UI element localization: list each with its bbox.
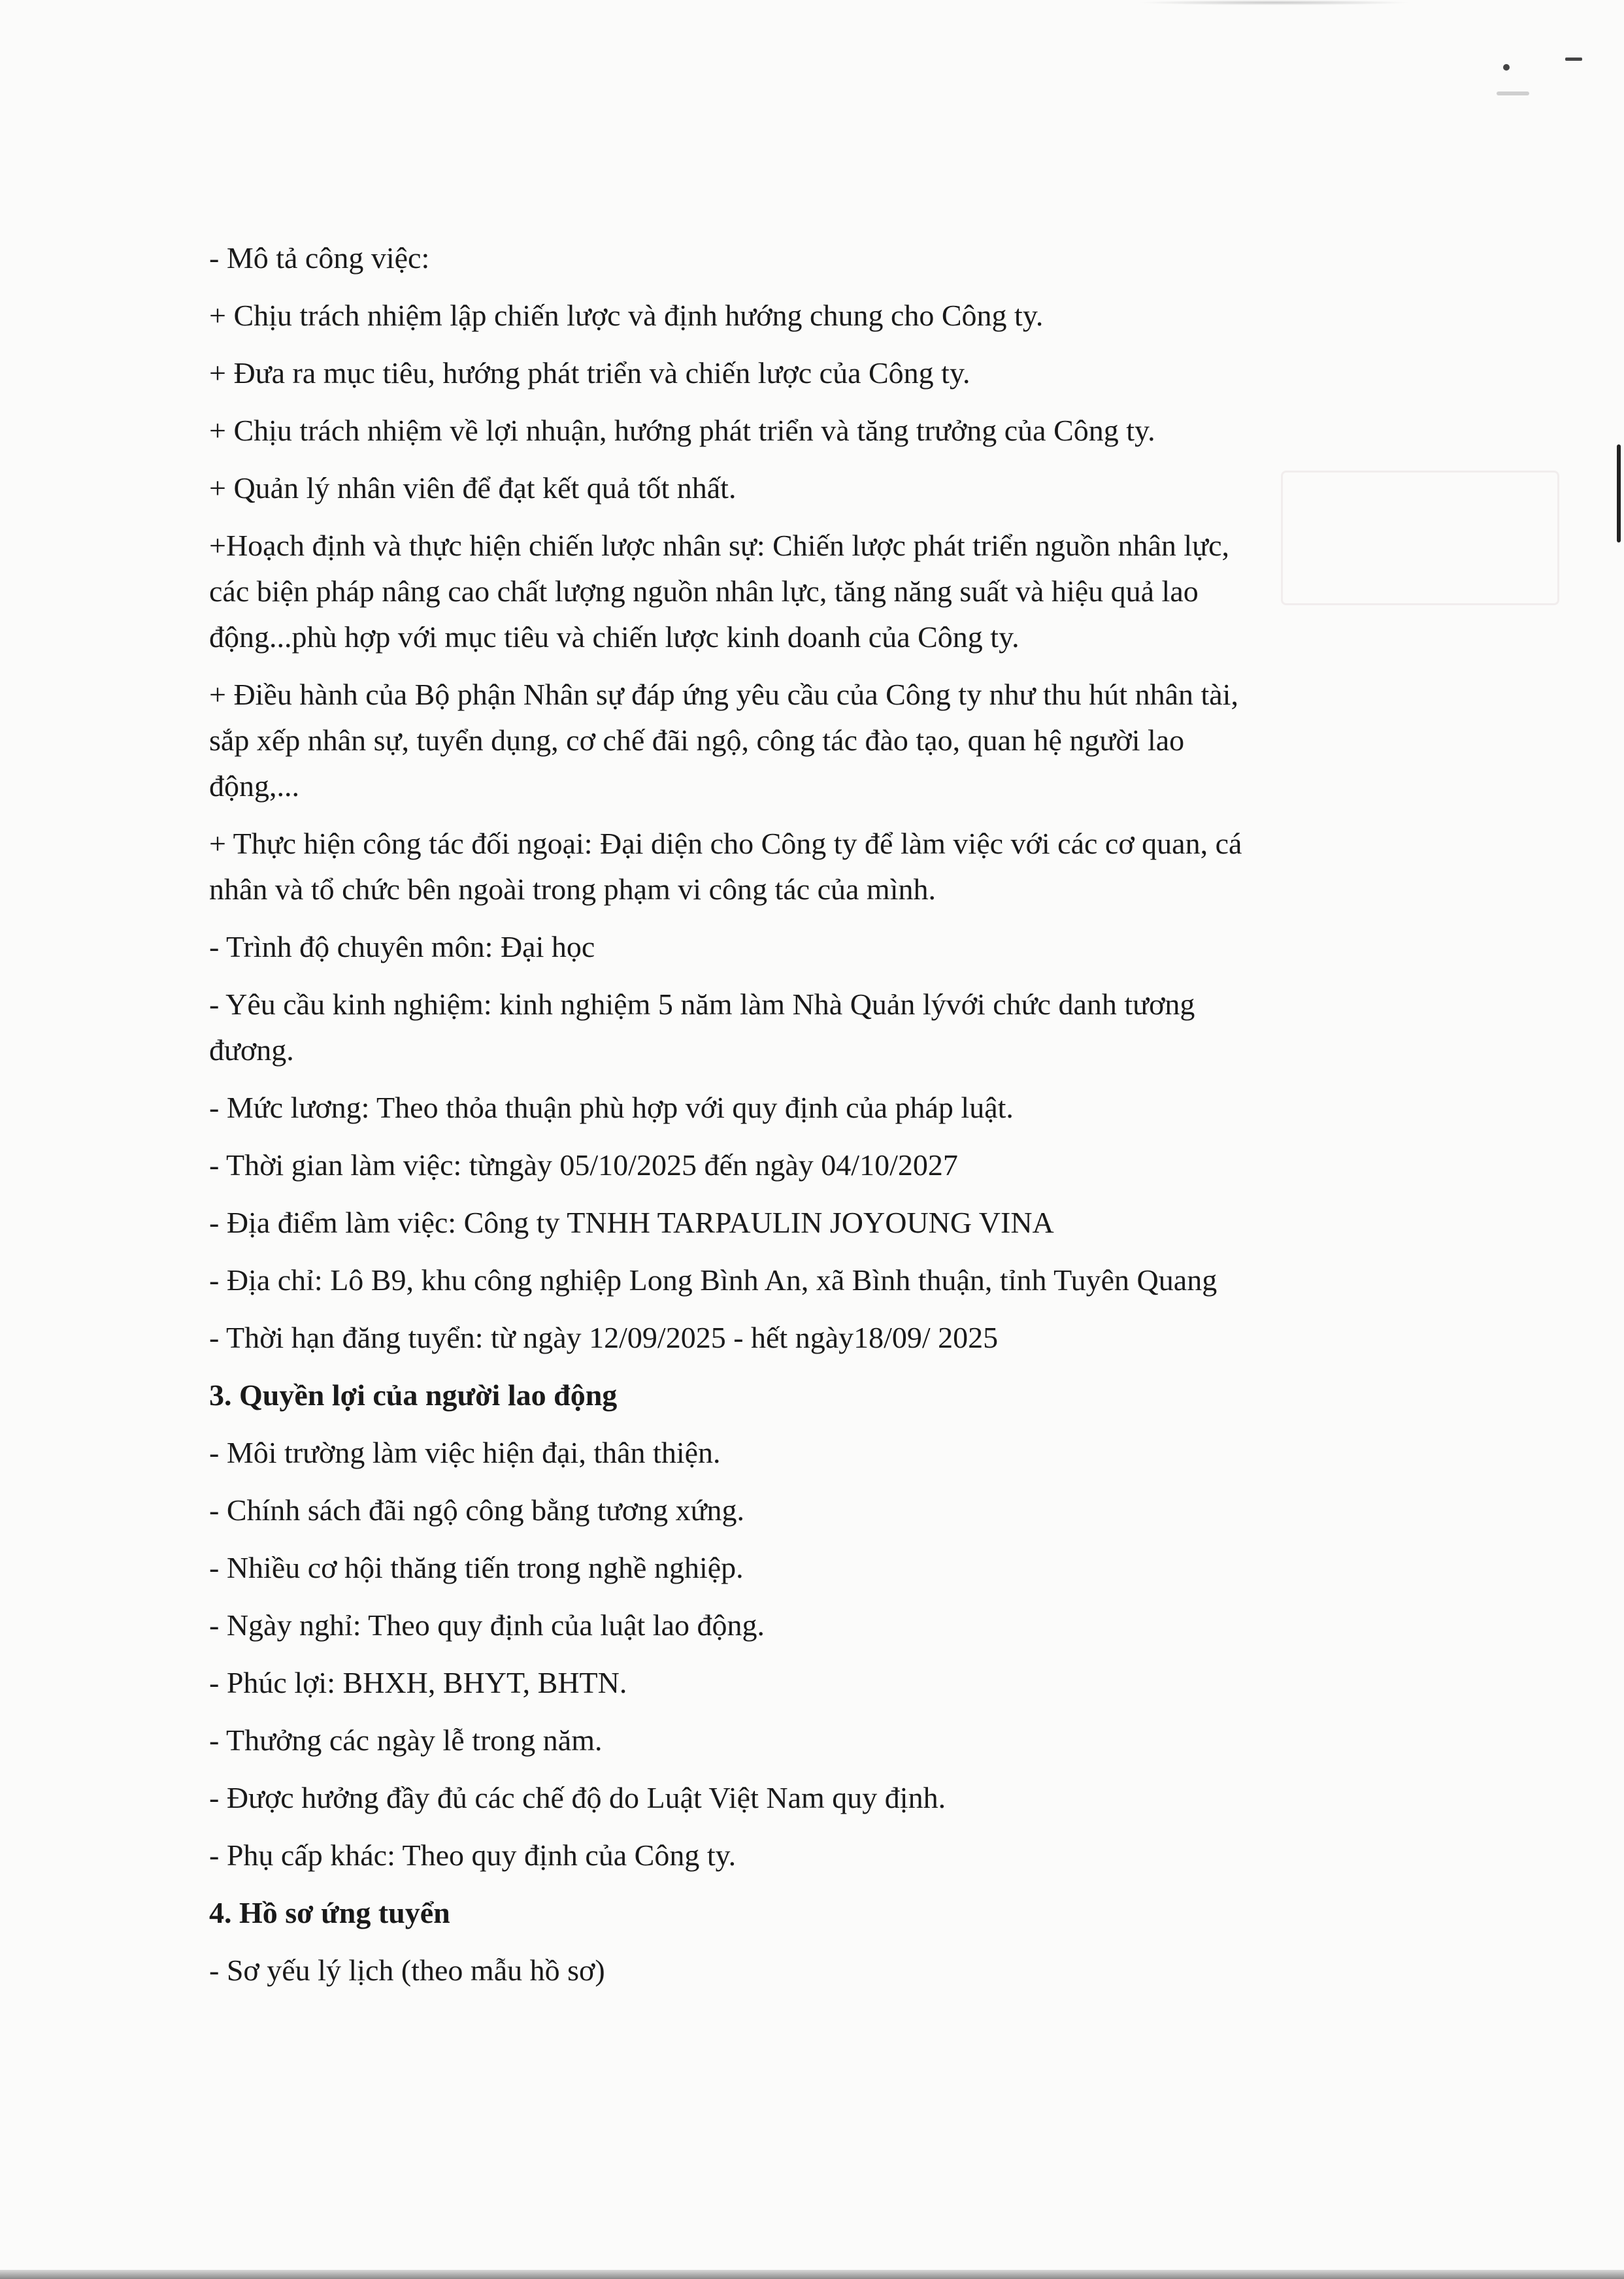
experience-line-1: - Yêu cầu kinh nghiệm: kinh nghiệm 5 năm làm Nhà Quản lývới chức danh tương bbox=[209, 988, 1195, 1021]
job-duty-4: + Quản lý nhân viên để đạt kết quả tốt nhất. bbox=[209, 471, 737, 505]
scan-bottom-edge bbox=[0, 2270, 1624, 2279]
hr-planning-line-3: động...phù hợp với mục tiêu và chiến lược kinh doanh của Công ty. bbox=[209, 620, 1019, 654]
hr-management-line-2: sắp xếp nhân sự, tuyển dụng, cơ chế đãi ngộ, công tác đào tạo, quan hệ người lao bbox=[209, 724, 1185, 757]
external-affairs-paragraph bbox=[209, 821, 1503, 912]
experience-paragraph bbox=[209, 982, 1503, 1073]
scan-edge-mark bbox=[1617, 444, 1621, 542]
benefit-item: - Phụ cấp khác: Theo quy định của Công ty. bbox=[209, 1838, 737, 1872]
job-duty-1: + Chịu trách nhiệm lập chiến lược và định hướng chung cho Công ty. bbox=[209, 299, 1044, 332]
job-duty-3: + Chịu trách nhiệm về lợi nhuận, hướng phát triển và tăng trưởng của Công ty. bbox=[209, 414, 1155, 447]
benefit-item: - Nhiều cơ hội thăng tiến trong nghề nghiệp. bbox=[209, 1551, 744, 1584]
address: - Địa chỉ: Lô B9, khu công nghiệp Long Bình An, xã Bình thuận, tỉnh Tuyên Quang bbox=[209, 1263, 1218, 1297]
hr-management-line-3: động,... bbox=[209, 769, 299, 803]
benefit-item: - Được hưởng đầy đủ các chế độ do Luật Việt Nam quy định. bbox=[209, 1781, 946, 1814]
experience-line-2: đương. bbox=[209, 1033, 294, 1067]
scan-shadow bbox=[1137, 0, 1412, 5]
benefit-item: - Môi trường làm việc hiện đại, thân thiện. bbox=[209, 1436, 721, 1469]
job-duty-2: + Đưa ra mục tiêu, hướng phát triển và chiến lược của Công ty. bbox=[209, 356, 970, 390]
document-body bbox=[209, 235, 1503, 1993]
external-affairs-line-1: + Thực hiện công tác đối ngoại: Đại diện cho Công ty để làm việc với các cơ quan, cá bbox=[209, 827, 1242, 860]
external-affairs-line-2: nhân và tổ chức bên ngoài trong phạm vi công tác của mình. bbox=[209, 873, 936, 906]
working-time: - Thời gian làm việc: từngày 05/10/2025 đến ngày 04/10/2027 bbox=[209, 1148, 958, 1182]
benefit-item: - Ngày nghỉ: Theo quy định của luật lao động. bbox=[209, 1608, 765, 1642]
hr-management-line-1: + Điều hành của Bộ phận Nhân sự đáp ứng yêu cầu của Công ty như thu hút nhân tài, bbox=[209, 678, 1238, 711]
hr-planning-line-1: +Hoạch định và thực hiện chiến lược nhân sự: Chiến lược phát triển nguồn nhân lực, bbox=[209, 529, 1229, 562]
application-heading: 4. Hồ sơ ứng tuyển bbox=[209, 1896, 450, 1929]
qualification: - Trình độ chuyên môn: Đại học bbox=[209, 930, 595, 963]
benefit-item: - Thưởng các ngày lễ trong năm. bbox=[209, 1723, 603, 1757]
hr-planning-line-2: các biện pháp nâng cao chất lượng nguồn nhân lực, tăng năng suất và hiệu quả lao bbox=[209, 574, 1199, 608]
scan-smudge bbox=[1497, 91, 1529, 95]
benefit-item: - Phúc lợi: BHXH, BHYT, BHTN. bbox=[209, 1666, 627, 1699]
salary: - Mức lương: Theo thỏa thuận phù hợp với quy định của pháp luật. bbox=[209, 1091, 1014, 1124]
job-description-title: - Mô tả công việc: bbox=[209, 241, 430, 274]
scan-marks bbox=[1497, 52, 1588, 105]
scan-dot bbox=[1503, 64, 1510, 71]
benefits-heading: 3. Quyền lợi của người lao động bbox=[209, 1378, 618, 1412]
application-item: - Sơ yếu lý lịch (theo mẫu hồ sơ) bbox=[209, 1954, 605, 1987]
posting-period: - Thời hạn đăng tuyển: từ ngày 12/09/2025 - hết ngày18/09/ 2025 bbox=[209, 1321, 999, 1354]
scan-dash bbox=[1565, 58, 1582, 61]
hr-management-paragraph bbox=[209, 672, 1503, 809]
workplace: - Địa điểm làm việc: Công ty TNHH TARPAULIN JOYOUNG VINA bbox=[209, 1206, 1054, 1239]
hr-planning-paragraph bbox=[209, 523, 1503, 660]
benefit-item: - Chính sách đãi ngộ công bằng tương xứng. bbox=[209, 1493, 745, 1527]
